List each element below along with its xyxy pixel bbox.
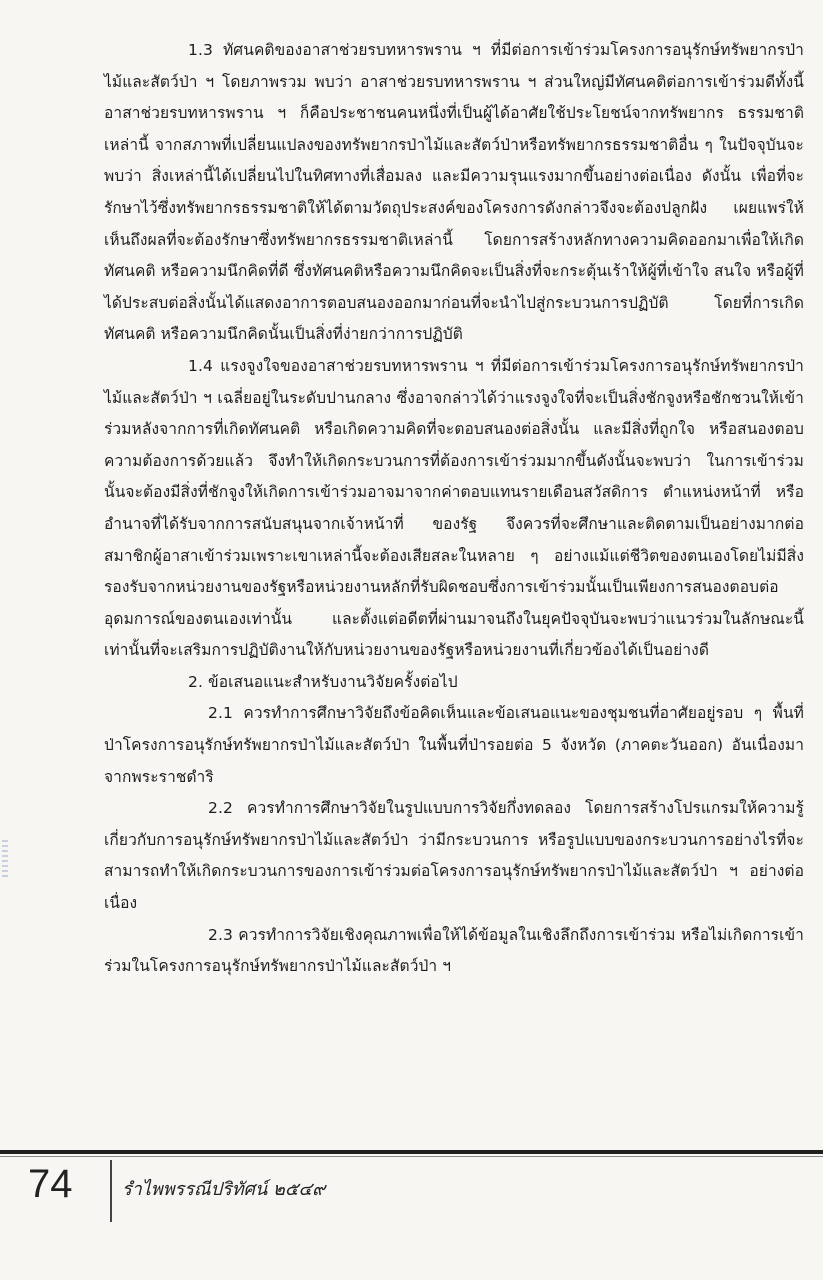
paragraph-1-4: 1.4 แรงจูงใจของอาสาช่วยรบทหารพราน ฯ ที่มีต่อการเข้าร่วมโครงการอนุรักษ์ทรัพยากรป่าไม้และสัตว์ป่า ฯ เฉลี่ยอยู่ในระดับปานกลาง ซึ่งอาจกล่าวได้ว่าแรงจูงใจที่จะเป็นสิ่งชักจูงหรือชักชวนให้เข้าร่วมหลังจากการที่เกิดทัศนคติ หรือเกิดความคิดที่จะตอบสนองต่อสิ่งนั้น และมีสิ่งที่ถูกใจ หรือสนองตอบความต้องการด้วยแล้ว จึงทำให้เกิดกระบวนการที่ต้องการเข้าร่วมมากขึ้นดังนั้นจะพบว่า ในการเข้าร่วมนั้นจะต้องมีสิ่งที่ชักจูงให้เกิดการเข้าร่วมอาจมาจากค่าตอบแทนรายเดือนสวัสดิการ ตำแหน่งหน้าที่ หรืออำนาจที่ได้รับจากการสนับสนุนจากเจ้าหน้าที่ ของรัฐ จึงควรที่จะศึกษาและติดตามเป็นอย่างมากต่อสมาชิกผู้อาสาเข้าร่วมเพราะเขาเหล่านี้จะต้องเสียสละในหลาย ๆ อย่างแม้แต่ชีวิตของตนเองโดยไม่มีสิ่งรองรับจากหน่วยงานของรัฐหรือหน่วยงานหลักที่รับผิดชอบซึ่งการเข้าร่วมนั้นเป็นเพียงการสนองตอบต่ออุดมการณ์ของตนเองเท่านั้น และตั้งแต่อดีตที่ผ่านมาจนถึงในยุคปัจจุบันจะพบว่าแนวร่วมในลักษณะนี้เท่านั้นที่จะเสริมการปฏิบัติงานให้กับหน่วยงานของรัฐหรือหน่วยงานที่เกี่ยวข้องได้เป็นอย่างดี bbox=[104, 356, 804, 660]
paragraph-2-3: 2.3 ควรทำการวิจัยเชิงคุณภาพเพื่อให้ได้ข้อมูลในเชิงลึกถึงการเข้าร่วม หรือไม่เกิดการเข้าร่วมในโครงการอนุรักษ์ทรัพยากรป่าไม้และสัตว์ป่า ฯ bbox=[104, 925, 804, 976]
body-text bbox=[104, 35, 804, 983]
footer-rule-thin bbox=[0, 1156, 823, 1157]
page-number: 74 bbox=[28, 1162, 73, 1206]
paragraph-1-3: 1.3 ทัศนคติของอาสาช่วยรบทหารพราน ฯ ที่มีต่อการเข้าร่วมโครงการอนุรักษ์ทรัพยากรป่าไม้และสัตว์ป่า ฯ โดยภาพรวม พบว่า อาสาช่วยรบทหารพราน ฯ ส่วนใหญ่มีทัศนคติต่อการเข้าร่วมดีทั้งนี้ อาสาช่วยรบทหารพราน ฯ ก็คือประชาชนคนหนึ่งที่เป็นผู้ได้อาศัยใช้ประโยชน์จากทรัพยากร ธรรมชาติเหล่านี้ จากสภาพที่เปลี่ยนแปลงของทรัพยากรป่าไม้และสัตว์ป่าหรือทรัพยากรธรรมชาติอื่น ๆ ในปัจจุบันจะพบว่า สิ่งเหล่านี้ได้เปลี่ยนไปในทิศทางที่เสื่อมลง และมีความรุนแรงมากขึ้นอย่างต่อเนื่อง ดังนั้น เพื่อที่จะรักษาไว้ซึ่งทรัพยากรธรรมชาติให้ได้ตามวัตถุประสงค์ของโครงการดังกล่าวจึงจะต้องปลูกฝัง เผยแพร่ให้เห็นถึงผลที่จะต้องรักษาซึ่งทรัพยากรธรรมชาติเหล่านี้ โดยการสร้างหลักทางความคิดออกมาเพื่อให้เกิดทัศนคติ หรือความนึกคิดที่ดี ซึ่งทัศนคติหรือความนึกคิดจะเป็นสิ่งที่จะกระตุ้นเร้าให้ผู้ที่เข้าใจ สนใจ หรือผู้ที่ได้ประสบต่อสิ่งนั้นได้แสดงอาการตอบสนองออกมาก่อนที่จะนำไปสู่กระบวนการปฏิบัติ โดยที่การเกิดทัศนคติ หรือความนึกคิดนั้นเป็นสิ่งที่ง่ายกว่าการปฏิบัติ bbox=[104, 41, 804, 344]
footer-rule bbox=[0, 1150, 823, 1154]
journal-title: รำไพพรรณีปริทัศน์ ๒๕๔๙ bbox=[122, 1179, 326, 1200]
paragraph-2-2: 2.2 ควรทำการศึกษาวิจัยในรูปแบบการวิจัยกึ่งทดลอง โดยการสร้างโปรแกรมให้ความรู้เกี่ยวกับการอนุรักษ์ทรัพยากรป่าไม้และสัตว์ป่า ว่ามีกระบวนการ หรือรูปแบบของกระบวนการอย่างไรที่จะสามารถทำให้เกิดกระบวนการของการเข้าร่วมต่อโครงการอนุรักษ์ทรัพยากรป่าไม้และสัตว์ป่า ฯ อย่างต่อเนื่อง bbox=[104, 799, 804, 913]
binding-edge-mark bbox=[2, 840, 8, 880]
section-heading-2: 2. ข้อเสนอแนะสำหรับงานวิจัยครั้งต่อไป bbox=[188, 672, 458, 691]
footer-divider bbox=[110, 1160, 112, 1222]
paragraph-2-1: 2.1 ควรทำการศึกษาวิจัยถึงข้อคิดเห็นและข้อเสนอแนะของชุมชนที่อาศัยอยู่รอบ ๆ พื้นที่ป่าโครงการอนุรักษ์ทรัพยากรป่าไม้และสัตว์ป่า ในพื้นที่ป่ารอยต่อ 5 จังหวัด (ภาคตะวันออก) อันเนื่องมาจากพระราชดำริ bbox=[104, 704, 804, 786]
